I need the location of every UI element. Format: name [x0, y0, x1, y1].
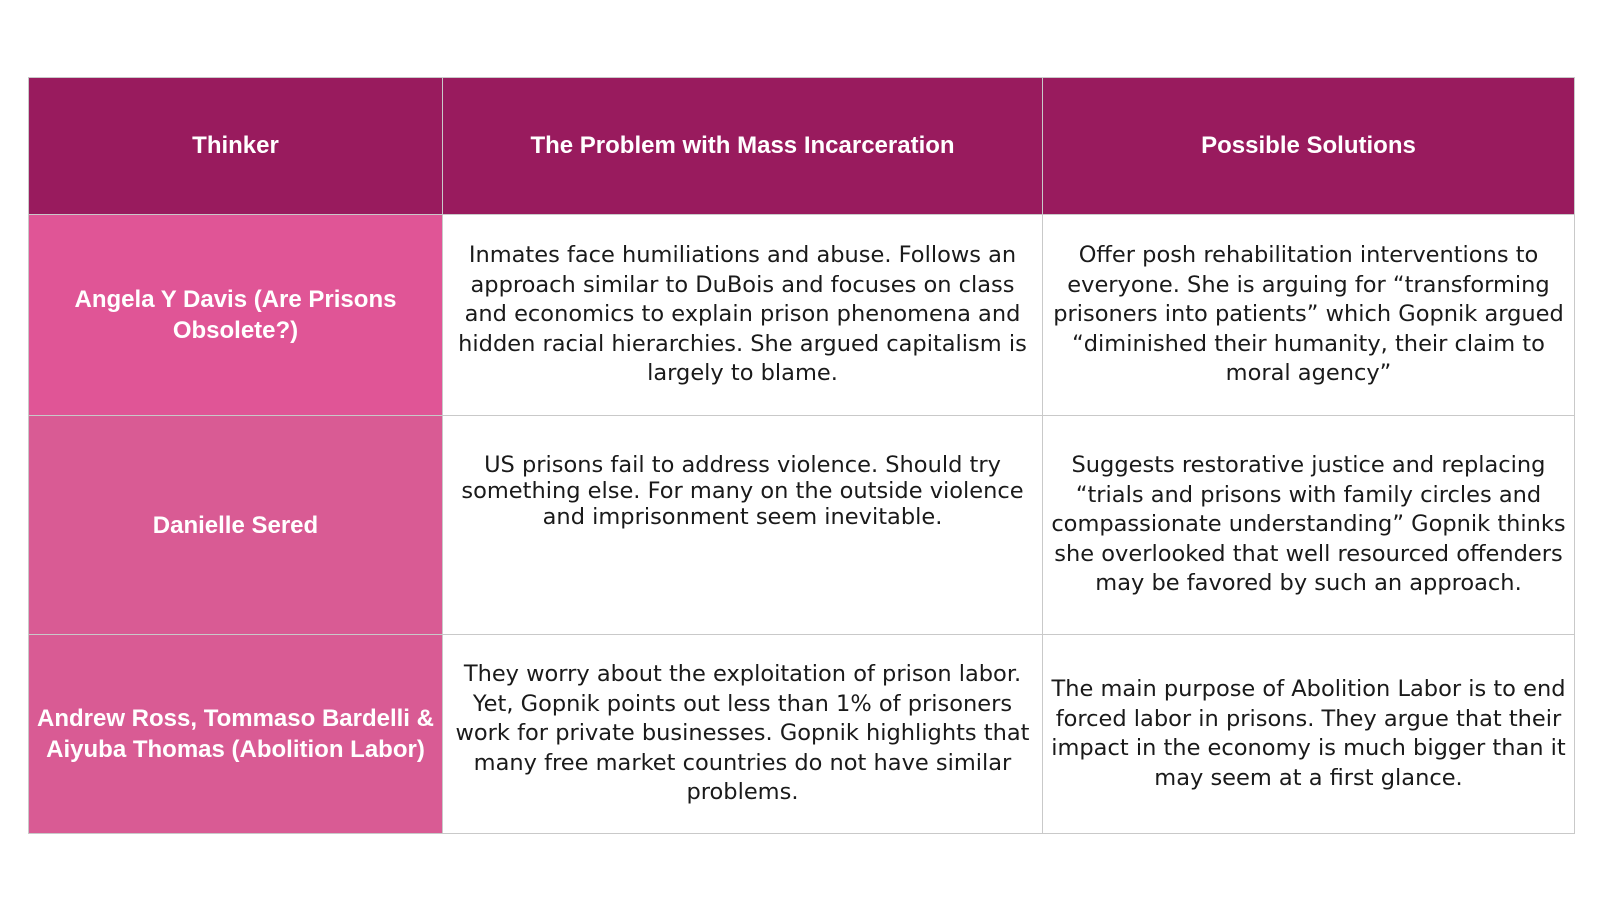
table-row — [29, 635, 1575, 834]
header-problem: The Problem with Mass Incarceration — [443, 78, 1043, 215]
table-row — [29, 215, 1575, 416]
header-thinker: Thinker — [29, 78, 443, 215]
comparison-table — [28, 77, 1575, 834]
problem-cell: US prisons fail to address violence. Should try something else. For many on the outside violence and imprisonment seem inevitable. — [443, 416, 1043, 635]
header-row — [29, 78, 1575, 215]
solutions-cell: The main purpose of Abolition Labor is to end forced labor in prisons. They argue that their impact in the economy is much bigger than it may seem at a first glance. — [1043, 635, 1575, 834]
thinker-cell: Angela Y Davis (Are Prisons Obsolete?) — [29, 215, 443, 416]
table-row — [29, 416, 1575, 635]
solutions-cell: Offer posh rehabilitation interventions to everyone. She is arguing for “transforming prisoners into patients” which Gopnik argued “diminished their humanity, their claim to moral agency” — [1043, 215, 1575, 416]
header-solutions: Possible Solutions — [1043, 78, 1575, 215]
problem-cell: Inmates face humiliations and abuse. Follows an approach similar to DuBois and focuses on class and economics to explain prison phenomena and hidden racial hierarchies. She argued capitalism is largely to blame. — [443, 215, 1043, 416]
thinker-cell: Andrew Ross, Tommaso Bardelli & Aiyuba Thomas (Abolition Labor) — [29, 635, 443, 834]
solutions-cell: Suggests restorative justice and replacing “trials and prisons with family circles and compassionate understanding” Gopnik thinks she overlooked that well resourced offenders may be favored by such an approach. — [1043, 416, 1575, 635]
problem-cell: They worry about the exploitation of prison labor. Yet, Gopnik points out less than 1% of prisoners work for private businesses. Gopnik highlights that many free market countries do not have similar problems. — [443, 635, 1043, 834]
thinker-cell: Danielle Sered — [29, 416, 443, 635]
